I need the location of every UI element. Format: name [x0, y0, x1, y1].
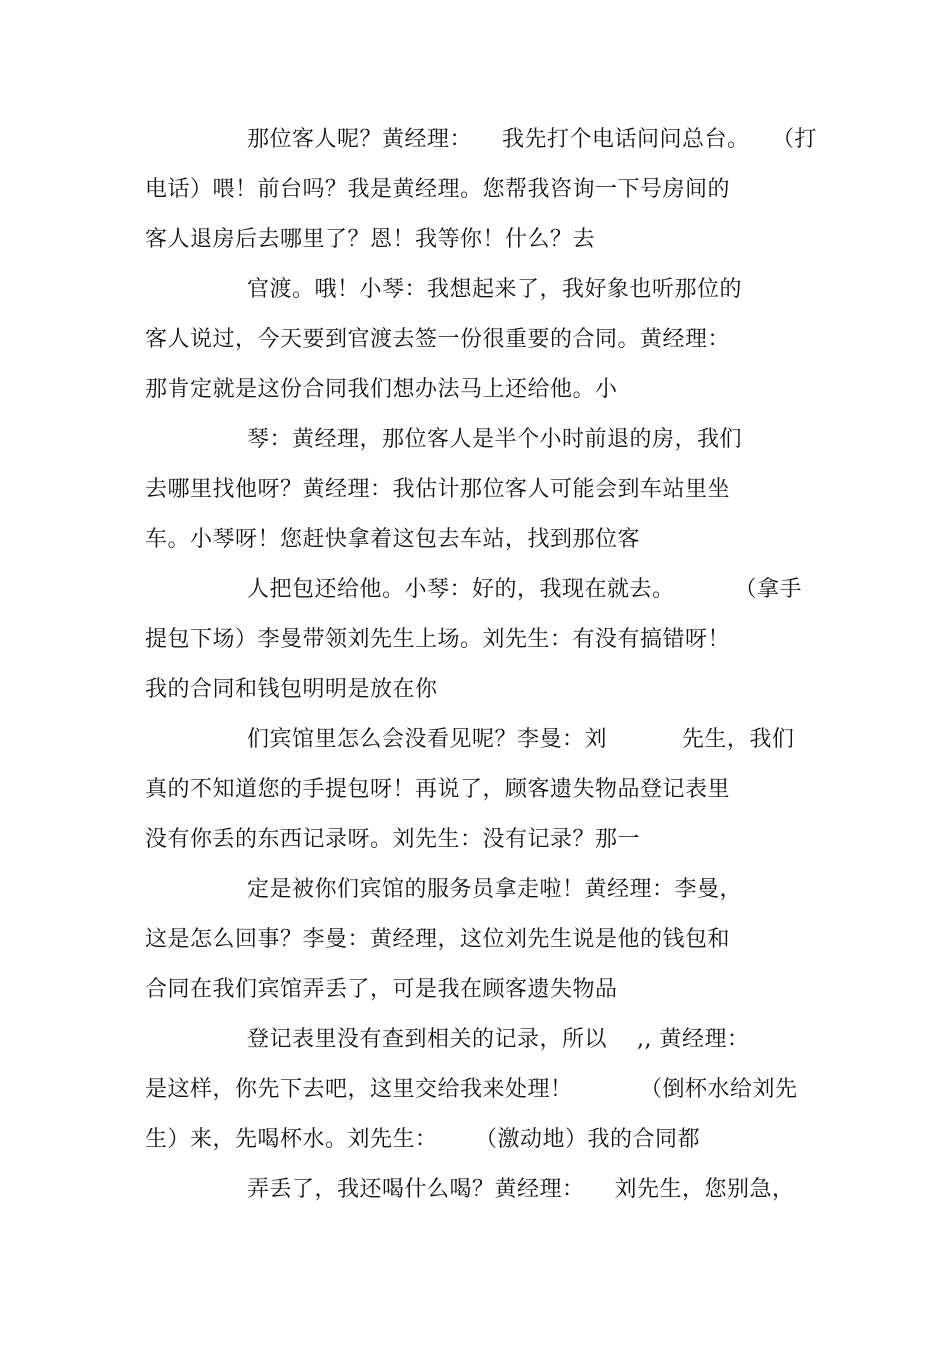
text-line: 客人退房后去哪里了？恩！我等你！什么？去: [145, 227, 596, 252]
text-line: 没有你丢的东西记录呀。刘先生：没有记录？那一: [145, 827, 641, 852]
text-line: 我的合同和钱包明明是放在你: [145, 677, 438, 702]
text-line: 真的不知道您的手提包呀！再说了，顾客遗失物品登记表里: [145, 777, 731, 802]
text-line: 那位客人呢？黄经理： 我先打个电话问问总台。 （打: [247, 127, 817, 152]
text-line: 客人说过，今天要到官渡去签一份很重要的合同。黄经理：: [145, 327, 731, 352]
text-line: 电话）喂！前台吗？我是黄经理。您帮我咨询一下号房间的: [145, 177, 731, 202]
text-line: 提包下场）李曼带领刘先生上场。刘先生：有没有搞错呀！: [145, 627, 731, 652]
text-line: 是这样，你先下去吧，这里交给我来处理！ （倒杯水给刘先: [145, 1077, 798, 1102]
text-line: 合同在我们宾馆弄丢了，可是我在顾客遗失物品: [145, 977, 618, 1002]
text-line: 官渡。哦！小琴：我想起来了，我好象也听那位的: [247, 277, 743, 302]
text-line: 定是被你们宾馆的服务员拿走啦！黄经理：李曼，: [247, 877, 743, 902]
text-line: 们宾馆里怎么会没看见呢？李曼：刘 先生，我们: [247, 727, 795, 752]
text-line: 弄丢了，我还喝什么喝？黄经理： 刘先生，您别急，: [247, 1177, 795, 1202]
text-line: 车。小琴呀！您赶快拿着这包去车站，找到那位客: [145, 527, 641, 552]
text-line: 这是怎么回事？李曼：黄经理，这位刘先生说是他的钱包和: [145, 927, 731, 952]
text-line: 登记表里没有查到相关的记录，所以 ,, 黄经理：: [247, 1027, 750, 1052]
text-line: 去哪里找他呀？黄经理：我估计那位客人可能会到车站里坐: [145, 477, 731, 502]
text-line: 琴：黄经理，那位客人是半个小时前退的房，我们: [247, 427, 743, 452]
text-line: 人把包还给他。小琴：好的，我现在就去。 （拿手: [247, 577, 802, 602]
text-line: 那肯定就是这份合同我们想办法马上还给他。小: [145, 377, 618, 402]
text-line: 生）来，先喝杯水。刘先生： （激动地）我的合同都: [145, 1127, 700, 1152]
